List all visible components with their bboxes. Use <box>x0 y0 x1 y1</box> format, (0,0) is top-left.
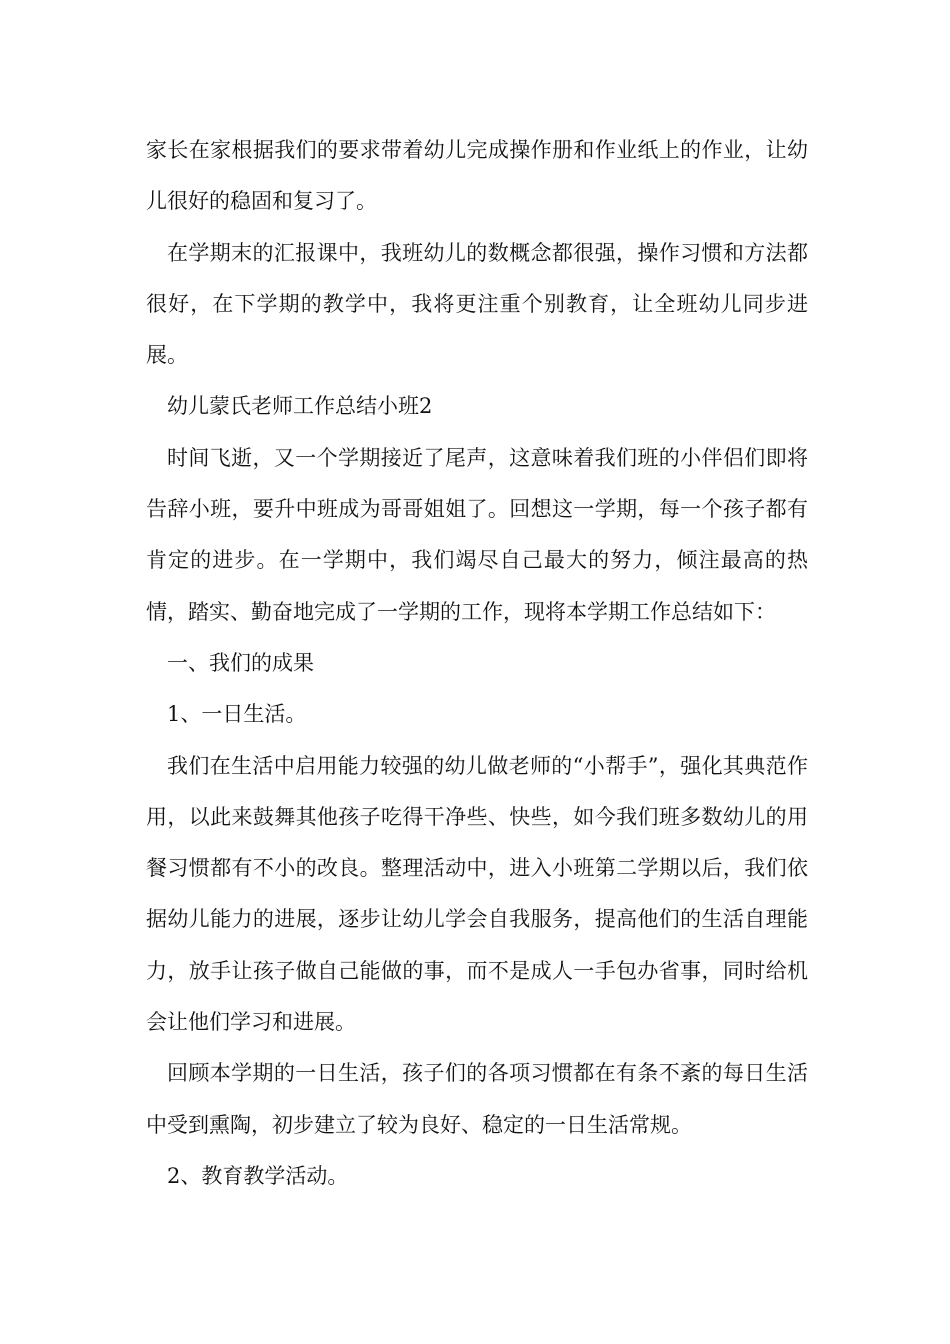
paragraph-intro: 时间飞逝，又一个学期接近了尾声，这意味着我们班的小伴侣们即将告辞小班，要升中班成为哥哥姐姐了。回想这一学期，每一个孩子都有肯定的进步。在一学期中，我们竭尽自己最大的努力，倾注最高的热情，踏实、勤奋地完成了一学期的工作，现将本学期工作总结如下： <box>146 445 808 624</box>
document-body <box>146 125 808 1202</box>
paragraph-semester-report: 在学期末的汇报课中，我班幼儿的数概念都很强，操作习惯和方法都很好，在下学期的教学中，我将更注重个别教育，让全班幼儿同步进展。 <box>146 240 808 368</box>
heading-teaching-activities: 2、教育教学活动。 <box>167 1163 349 1188</box>
paragraph-homework: 家长在家根据我们的要求带着幼儿完成操作册和作业纸上的作业，让幼儿很好的稳固和复习了。 <box>146 138 808 214</box>
heading-daily-life: 1、一日生活。 <box>167 702 307 727</box>
section-title-summary-2: 幼儿蒙氏老师工作总结小班2 <box>167 394 433 419</box>
heading-achievements: 一、我们的成果 <box>167 650 314 675</box>
paragraph-daily-life: 我们在生活中启用能力较强的幼儿做老师的“小帮手”，强化其典范作用，以此来鼓舞其他孩子吃得干净些、快些，如今我们班多数幼儿的用餐习惯都有不小的改良。整理活动中，进入小班第二学期以后，我们依据幼儿能力的进展，逐步让幼儿学会自我服务，提高他们的生活自理能力，放手让孩子做自己能做的事，而不是成人一手包办省事，同时给机会让他们学习和进展。 <box>146 753 808 1035</box>
paragraph-review: 回顾本学期的一日生活，孩子们的各项习惯都在有条不紊的每日生活中受到熏陶，初步建立了较为良好、稳定的一日生活常规。 <box>146 1061 808 1137</box>
